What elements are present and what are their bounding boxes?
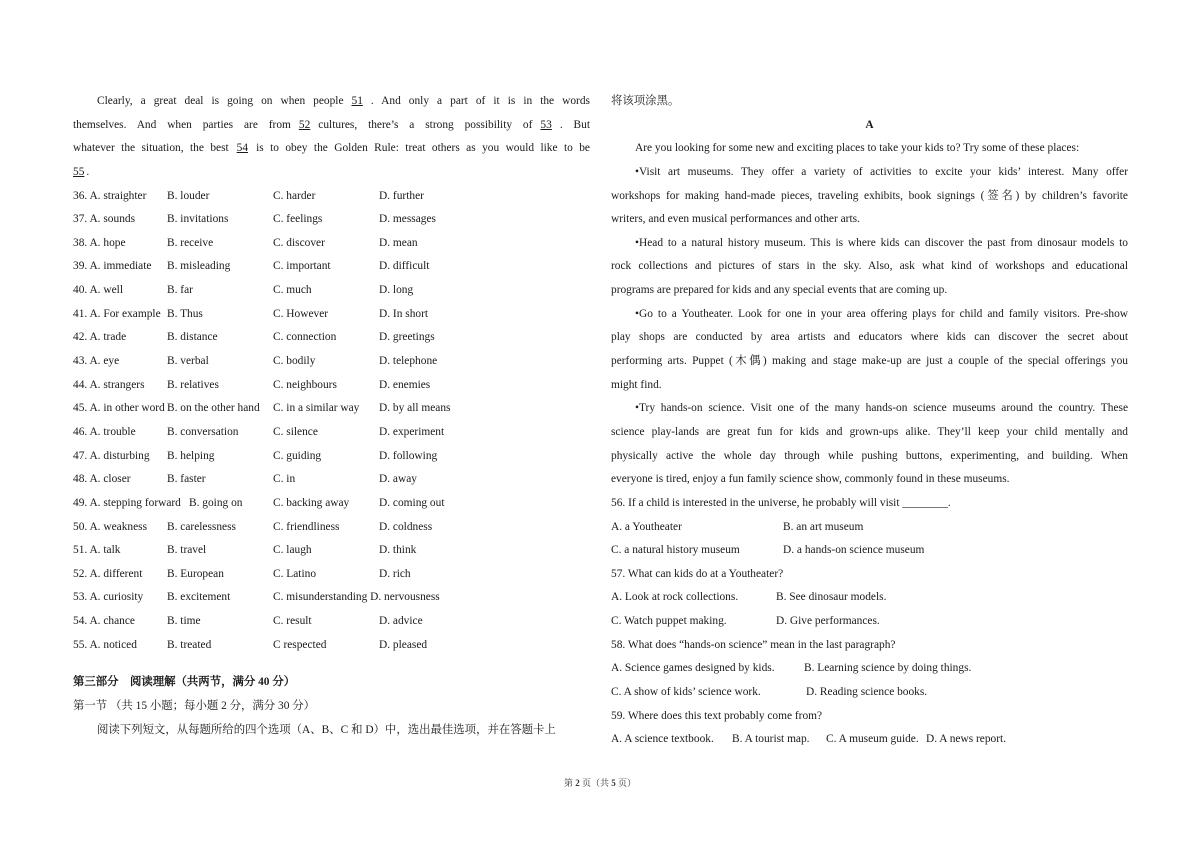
question-56: 56. If a child is interested in the universe, he probably will visit ________. [611, 496, 951, 509]
paragraph-line: •Try hands-on science. Visit one of the many hands-on science museums around the country. These [635, 402, 1128, 415]
paragraph-line: programs are prepared for kids and any special events that are coming up. [611, 284, 948, 297]
paragraph-line: workshops for making hand-made pieces, traveling exhibits, book signings (签名) by children’s favorite [611, 189, 1128, 202]
question-58: 58. What does “hands-on science” mean in the last paragraph? [611, 638, 896, 651]
left-column [73, 90, 590, 742]
option-row: 51. A. talk B. travel C. laugh D. think [73, 544, 417, 557]
option-row: 39. A. immediate B. misleading C. important D. difficult [73, 260, 430, 273]
question-56-options: A. a Youtheater B. an art museum [611, 520, 864, 533]
instruction-text: 阅读下列短文，从每题所给的四个选项（A、B、C 和 D）中，选出最佳选项，并在答题卡上 [97, 723, 556, 736]
option-row: 42. A. trade B. distance C. connection D. greetings [73, 331, 435, 344]
passage-line-1: Clearly, a great deal is going on when people 51 . And only a part of it is in the words [97, 95, 590, 107]
instruction-continued: 将该项涂黑。 [611, 95, 680, 107]
option-row: 54. A. chance B. time C. result D. advice [73, 615, 423, 628]
paragraph-line: rock collections and pictures of stars in the sky. Also, ask what kind of workshops and educational [611, 260, 1128, 273]
paragraph-line: play shops are conducted by area artists and educators where kids can discover the secret about [611, 331, 1128, 344]
option-row: 55. A. noticed B. treated C respected D. pleased [73, 638, 428, 651]
option-row: 47. A. disturbing B. helping C. guiding D. following [73, 449, 438, 462]
option-row: 37. A. sounds B. invitations C. feelings D. messages [73, 213, 436, 226]
passage-label: A [865, 118, 874, 131]
question-59: 59. Where does this text probably come from? [611, 709, 823, 722]
paragraph-line: writers, and even musical performances and other arts. [611, 213, 860, 226]
paragraph-line: might find. [611, 378, 662, 391]
spacer [73, 657, 590, 671]
option-row: 38. A. hope B. receive C. discover D. mean [73, 236, 418, 249]
page-footer: 第 2 页（共 5 页） [563, 778, 637, 788]
blank-51: 51 [351, 95, 363, 107]
option-row: 46. A. trouble B. conversation C. silence D. experiment [73, 425, 445, 438]
blank-53: 53 [540, 118, 552, 131]
page-number: 2 [575, 778, 580, 788]
option-row: 43. A. eye B. verbal C. bodily D. telephone [73, 355, 438, 368]
paragraph-line: everyone is tired, enjoy a fun family science show, commonly found in these museums. [611, 473, 1010, 486]
question-56-options: C. a natural history museum D. a hands-on science museum [611, 544, 925, 557]
paragraph-line: science play-lands are great fun for kids and grown-ups alike. They’ll keep your child mentally and [611, 425, 1128, 438]
option-row: 45. A. in other word B. on the other hand C. in a similar way D. by all means [73, 402, 451, 415]
passage-line-2: themselves. And when parties are from 52 cultures, there’s a strong possibility of 53 . But [73, 118, 590, 131]
option-row: 36. A. straighter B. louder C. harder D. further [73, 189, 424, 202]
option-row-53: 53. A. curiosity B. excitement C. misunderstanding D. nervousness [73, 591, 440, 604]
question-58-options: C. A show of kids’ science work. D. Reading science books. [611, 686, 928, 699]
passage-intro: Are you looking for some new and exciting places to take your kids to? Try some of these places: [635, 142, 1080, 155]
paragraph-line: •Go to a Youtheater. Look for one in your area offering plays for child and family visitors. Pre-show [635, 307, 1128, 320]
question-57: 57. What can kids do at a Youtheater? [611, 567, 784, 580]
page-total: 5 [611, 778, 616, 788]
blank-52: 52 [298, 118, 311, 131]
part3-heading: 第三部分 阅读理解（共两节，满分 40 分） [73, 676, 296, 689]
paragraph-line: •Head to a natural history museum. This is where kids can discover the past from dinosaur models to [635, 236, 1128, 249]
option-row-49: 49. A. stepping forward B. going on C. backing away D. coming out [73, 496, 445, 509]
option-row: 50. A. weakness B. carelessness C. friendliness D. coldness [73, 520, 433, 533]
paragraph-line: physically active the whole day through while pushing buttons, experimenting, and building. When [611, 449, 1128, 462]
right-column [611, 90, 1128, 752]
option-row: 52. A. different B. European C. Latino D. rich [73, 567, 411, 580]
passage-line-3: whatever the situation, the best 54 is to obey the Golden Rule: treat others as you would like to be [73, 142, 590, 155]
option-row: 40. A. well B. far C. much D. long [73, 284, 414, 297]
blank-55: 55 [73, 165, 85, 178]
passage-line-4: 55 . [73, 165, 90, 178]
question-57-options: C. Watch puppet making. D. Give performances. [611, 615, 880, 628]
question-58-options: A. Science games designed by kids. B. Learning science by doing things. [611, 662, 972, 675]
section1-heading: 第一节 （共 15 小题；每小题 2 分，满分 30 分） [73, 700, 316, 713]
paragraph-line: •Visit art museums. They offer a variety of activities to excite your kids’ interest. Many offer [635, 165, 1128, 178]
option-row: 44. A. strangers B. relatives C. neighbours D. enemies [73, 378, 431, 391]
option-row: 41. A. For example B. Thus C. However D. In short [73, 307, 429, 320]
option-row: 48. A. closer B. faster C. in D. away [73, 473, 417, 486]
question-57-options: A. Look at rock collections. B. See dinosaur models. [611, 591, 887, 604]
blank-54: 54 [236, 142, 249, 155]
question-59-options: A. A science textbook. B. A tourist map. C. A museum guide. D. A news report. [611, 733, 1007, 746]
paragraph-line: performing arts. Puppet (木偶) making and stage make-up are just a couple of the special offerings you [611, 355, 1128, 368]
